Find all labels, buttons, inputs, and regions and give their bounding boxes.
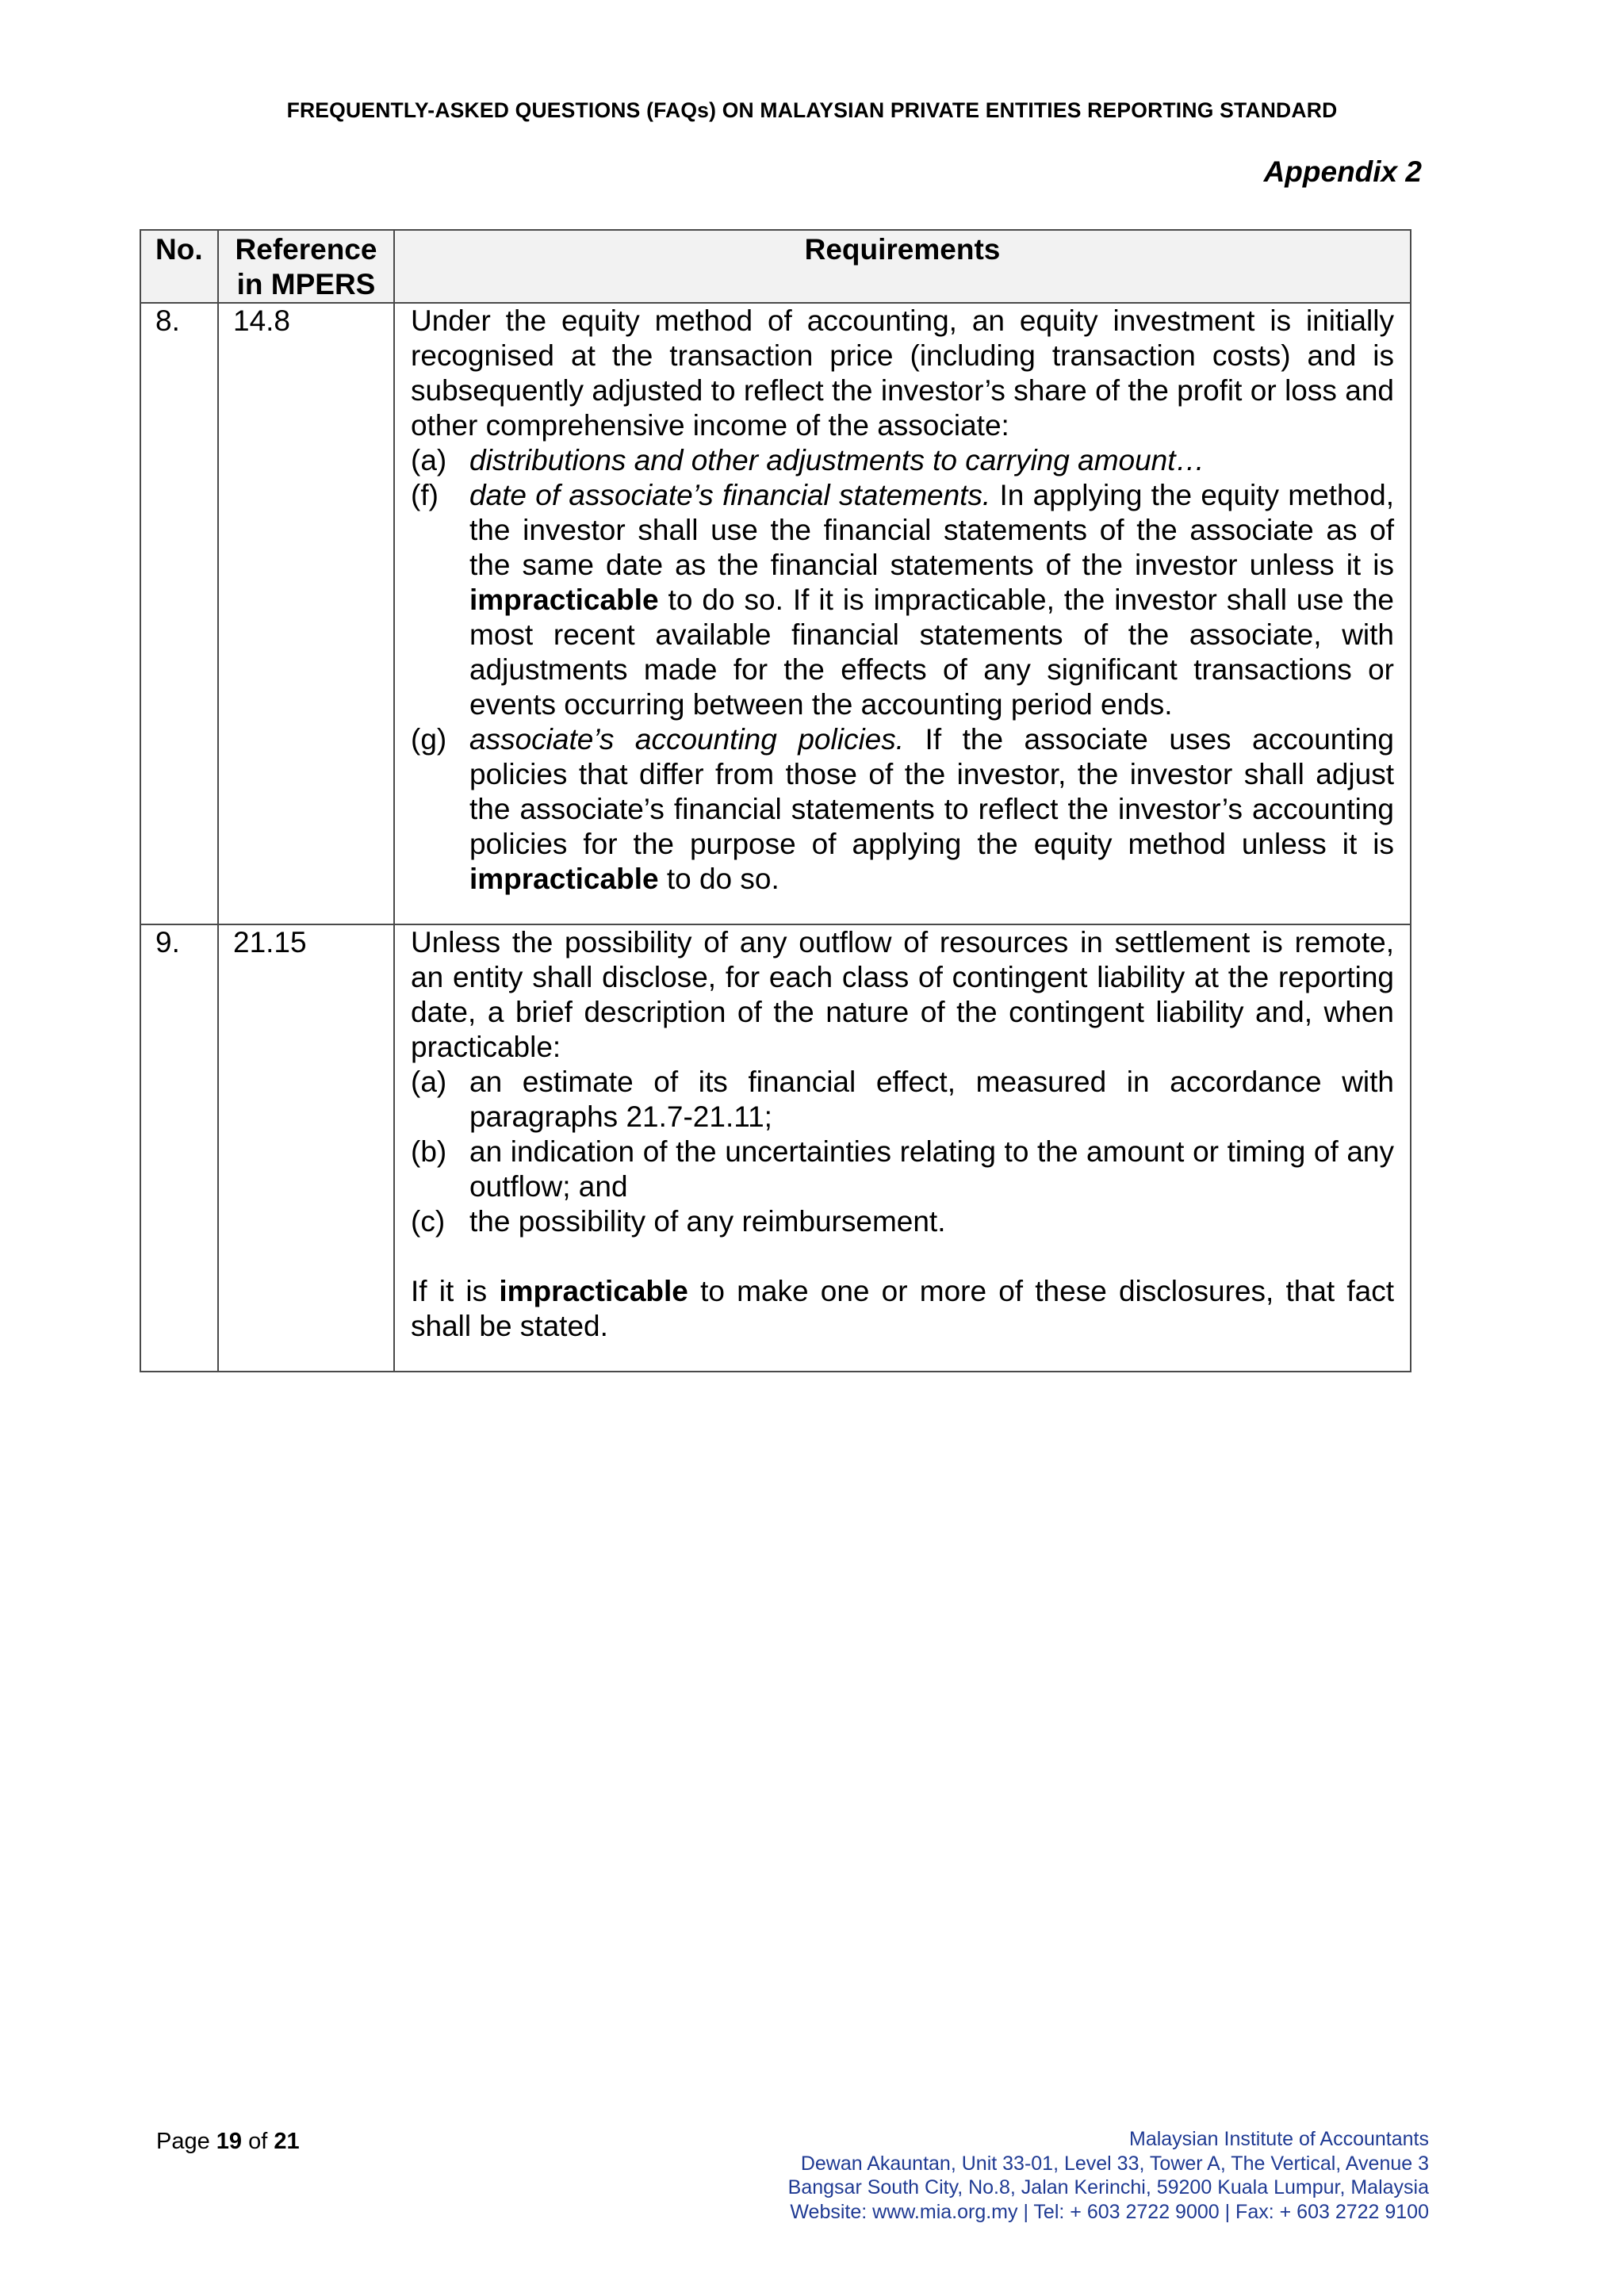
- list-item: [411, 443, 1394, 478]
- list-item: [411, 722, 1394, 897]
- column-header-reference-line1: Reference: [235, 233, 377, 266]
- emphasis-impracticable: impracticable: [499, 1275, 688, 1307]
- emphasis-impracticable: impracticable: [469, 863, 659, 895]
- organization-name: Malaysian Institute of Accountants: [1129, 2128, 1429, 2150]
- list-item-text-part: In applying the equity method, the investor shall use the financial statements of the associate as of the same date as the financial statements of the investor unless it is: [469, 479, 1394, 581]
- table-row: [140, 303, 1411, 924]
- list-item-text: the possibility of any reimbursement.: [469, 1205, 946, 1238]
- list-item-text-part: If the associate uses accounting policies that differ from those of the investor, the investor shall adjust the associate’s financial statements to reflect the investor’s accounting policies for the purpose of applying the equity method unless it is: [469, 723, 1395, 860]
- page-number: [156, 2129, 300, 2155]
- column-header-reference-line2: in MPERS: [236, 268, 376, 300]
- address-line-2: Bangsar South City, No.8, Jalan Kerinchi, 59200 Kuala Lumpur, Malaysia: [787, 2176, 1429, 2198]
- list-item-italic: associate’s accounting policies.: [469, 723, 905, 756]
- list-item-label: (b): [411, 1135, 447, 1168]
- row-number: 9.: [140, 924, 218, 1372]
- list-item-text: [469, 443, 1394, 478]
- document-header-title: FREQUENTLY-ASKED QUESTIONS (FAQs) ON MALAYSIAN PRIVATE ENTITIES REPORTING STANDARD: [286, 98, 1338, 122]
- table-header-row: [140, 230, 1411, 303]
- page-current: 19: [216, 2129, 243, 2154]
- organization-address-block: [788, 2127, 1429, 2224]
- list-item: [411, 478, 1394, 722]
- list-item-text: an indication of the uncertainties relating to the amount or timing of any outflow; and: [469, 1135, 1394, 1203]
- list-item-text: [469, 478, 1394, 722]
- list-item-label: (c): [411, 1205, 446, 1238]
- appendix-label: Appendix 2: [1263, 155, 1422, 188]
- column-header-no: No.: [140, 230, 218, 303]
- list-item: [411, 1065, 1394, 1135]
- list-item-label: (a): [411, 1066, 447, 1098]
- row-reference: 21.15: [218, 924, 394, 1372]
- list-item-label: (f): [411, 479, 439, 511]
- list-item-text-part: to do so. If it is impracticable, the investor shall use the most recent available financial statements of the associate, with adjustments made for the effects of any significant transactions or events occurring between the accounting period ends.: [469, 584, 1394, 721]
- row-reference: 14.8: [218, 303, 394, 924]
- requirements-table: [140, 229, 1411, 1372]
- page-prefix: Page: [156, 2129, 216, 2154]
- list-item: [411, 1135, 1394, 1204]
- contact-line: Website: www.mia.org.my | Tel: + 603 2722 9000 | Fax: + 603 2722 9100: [790, 2200, 1429, 2223]
- list-item-text: an estimate of its financial effect, measured in accordance with paragraphs 21.7-21.11;: [469, 1066, 1394, 1133]
- requirement-intro: Under the equity method of accounting, an equity investment is initially recognised at the transaction price (including transaction costs) and is subsequently adjusted to reflect the investor’s share of the profit or loss and other comprehensive income of the associate:: [411, 304, 1394, 442]
- list-item-italic: date of associate’s financial statements.: [469, 479, 991, 511]
- list-item-text-part: to do so.: [658, 863, 779, 895]
- table-row: [140, 924, 1411, 1372]
- closing-text-part: to make one or more of these disclosures, that fact shall be stated.: [411, 1275, 1395, 1342]
- closing-text-part: If it is: [411, 1275, 500, 1307]
- page-total: 21: [274, 2129, 300, 2154]
- page-of: of: [242, 2129, 274, 2154]
- list-item-text: [469, 722, 1394, 897]
- list-item-label: (a): [411, 444, 447, 476]
- requirement-intro: Unless the possibility of any outflow of resources in settlement is remote, an entity shall disclose, for each class of contingent liability at the reporting date, a brief description of the nature of the contingent liability and, when practicable:: [411, 926, 1394, 1063]
- row-requirements: [394, 303, 1411, 924]
- list-item: [411, 1204, 1394, 1239]
- address-line-1: Dewan Akauntan, Unit 33-01, Level 33, Tower A, The Vertical, Avenue 3: [800, 2152, 1429, 2175]
- list-item-label: (g): [411, 723, 447, 756]
- paragraph-gap: [411, 1239, 1394, 1274]
- column-header-requirements: Requirements: [394, 230, 1411, 303]
- column-header-reference: [218, 230, 394, 303]
- row-number: 8.: [140, 303, 218, 924]
- row-requirements: [394, 924, 1411, 1372]
- emphasis-impracticable: impracticable: [469, 584, 659, 616]
- requirement-closing: [411, 1274, 1394, 1344]
- list-item-italic: distributions and other adjustments to carrying amount…: [469, 444, 1205, 476]
